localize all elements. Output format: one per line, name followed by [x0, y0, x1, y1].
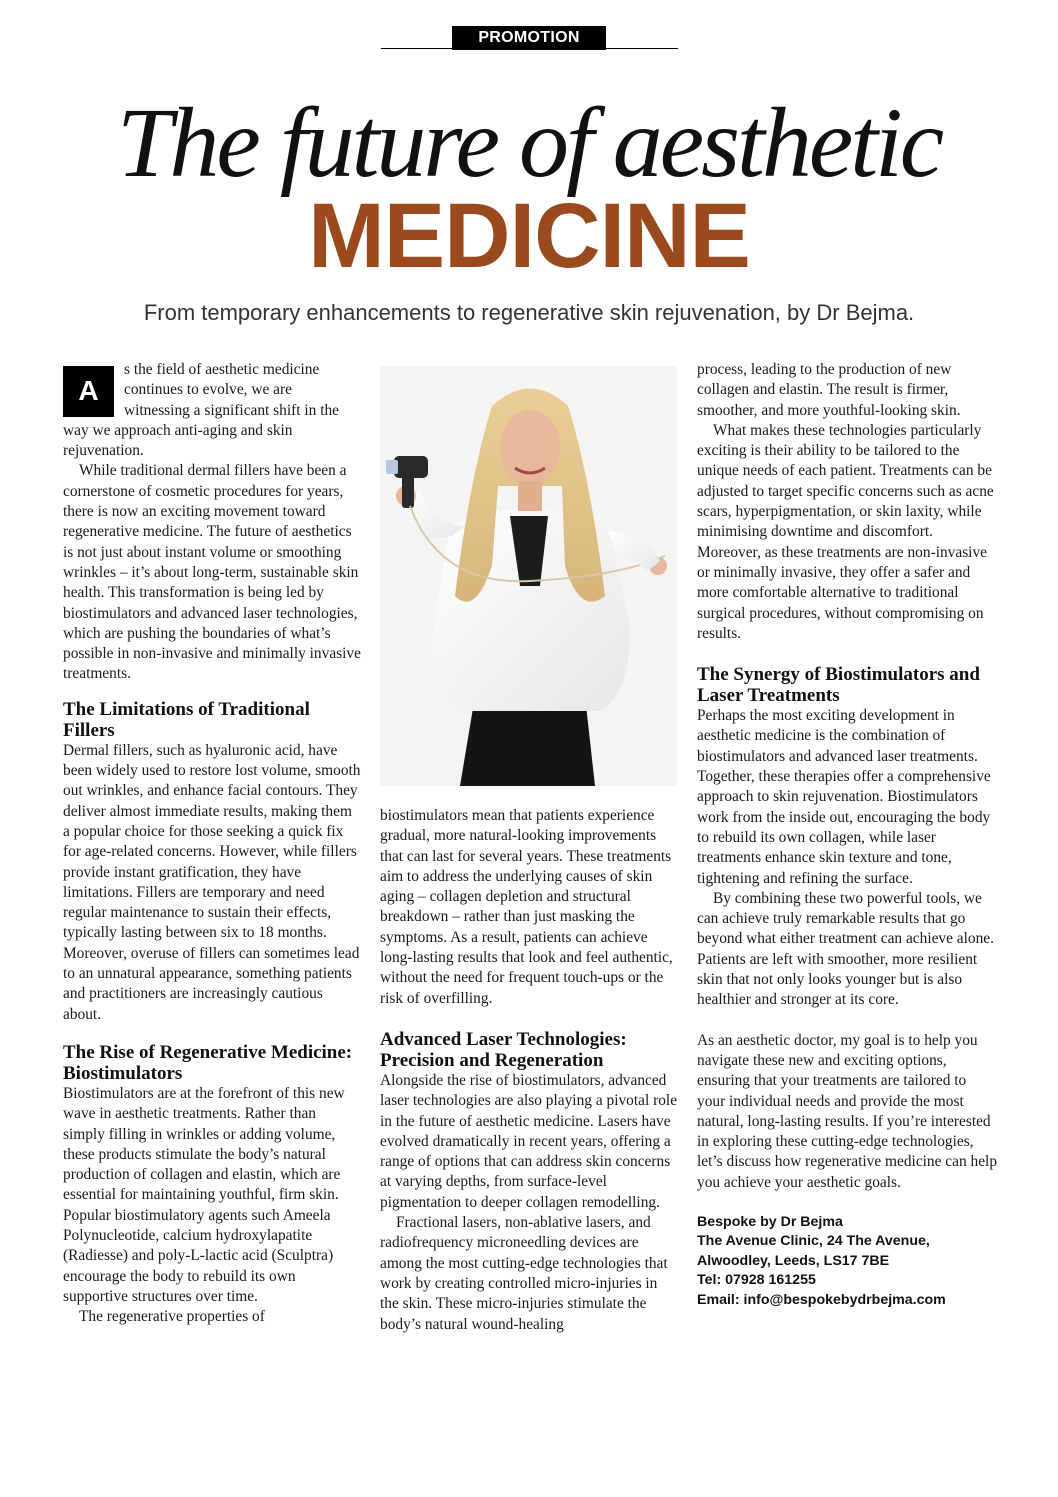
contact-email[interactable]: Email: info@bespokebydrbejma.com: [697, 1291, 946, 1308]
paragraph: Dermal fillers, such as hyaluronic acid, have been widely used to restore lost volume, smooth out wrinkles, and enhance facial contours. They deliver almost immediate results, making them a popular choice for those seeking a quick fix for age-related concerns. However, while fillers provide instant gratification, they have limitations. Fillers are temporary and need regular maintenance to sustain their effects, typically lasting between six to 18 months. Moreover, overuse of fillers can sometimes lead to an unnatural appearance, something patients and practitioners are increasingly cautious about.: [63, 741, 361, 1023]
contact-phone[interactable]: Tel: 07928 161255: [697, 1272, 816, 1289]
contact-name: Bespoke by Dr Bejma: [697, 1213, 843, 1230]
drop-cap: A: [63, 366, 114, 417]
paragraph: Alongside the rise of biostimulators, advanced laser technologies are also playing a pivotal role in the future of aesthetic medicine. Lasers have evolved dramatically in recent years, offering a range of options that can address skin concerns at varying depths, from surface-level pigmentation to deeper collagen remodelling.: [380, 1071, 678, 1211]
headline-bold: MEDICINE: [308, 185, 750, 287]
contact-block: [697, 1213, 997, 1311]
doctor-photo: [380, 366, 677, 786]
paragraph: Perhaps the most exciting development in aesthetic medicine is the combination of biostimulators and advanced laser treatments. Together, these therapies offer a comprehensive approach to skin rejuvenation. Biostimulators work from the inside out, encouraging the body to rebuild its own collagen, while laser treatments enhance skin texture and tone, tightening and refining the surface.: [697, 707, 991, 887]
promotion-tag: PROMOTION: [452, 26, 606, 50]
paragraph: By combining these two powerful tools, we can achieve truly remarkable results that go beyond what either treatment can achieve alone. Patients are left with smoother, more resilient skin that not only looks younger but is also healthier and stronger at its core.: [697, 889, 994, 1009]
subheading-limitations: The Limitations of Traditional Fillers: [63, 698, 310, 741]
header-rule-left: [381, 48, 453, 49]
paragraph: What makes these technologies particularly exciting is their ability to be tailored to the unique needs of each patient. Treatments can be adjusted to target specific concerns such as acne scars, hyperpigmentation, or skin laxity, while minimising downtime and discomfort. Moreover, as these treatments are non-invasive or minimally invasive, they offer a safer and more comfortable alternative to traditional surgical procedures, without compromising on results.: [697, 421, 994, 642]
paragraph: process, leading to the production of new collagen and elastin. The result is firmer, smoother, and more youthful-looking skin.: [697, 361, 961, 419]
intro-paragraph: [63, 360, 361, 461]
paragraph: Biostimulators are at the forefront of this new wave in aesthetic treatments. Rather than simply filling in wrinkles or adding volume, these products stimulate the body’s natural production of collagen and elastin, which are essential for maintaining youthful, firm skin. Popular biostimulatory agents such Ameela Polynucleotide, calcium hydroxylapatite (Radiesse) and poly-L-lactic acid (Sculptra) encourage the body to rebuild its own supportive structures over time.: [63, 1084, 345, 1305]
subheading-rise: The Rise of Regenerative Medicine: Biostimulators: [63, 1041, 353, 1084]
standfirst: From temporary enhancements to regenerative skin rejuvenation, by Dr Bejma.: [143, 300, 915, 325]
paragraph: The regenerative properties of: [79, 1308, 265, 1326]
column-3: [697, 360, 997, 1310]
intro-text: s the field of aesthetic medicine continues to evolve, we are witnessing a significant shift in the way we approach anti-aging and skin rejuvenation.: [63, 361, 340, 460]
subheading-synergy: The Synergy of Biostimulators and Laser Treatments: [697, 664, 980, 707]
contact-address-line-1: The Avenue Clinic, 24 The Avenue,: [697, 1233, 930, 1250]
headline-italic: The future of aesthetic: [116, 87, 942, 198]
paragraph: biostimulators mean that patients experience gradual, more natural-looking improvements that can last for several years. These treatments aim to address the underlying causes of skin aging – collagen depletion and structural breakdown – rather than just masking the symptoms. As a result, patients can achieve long-lasting results that look and feel authentic, without the need for frequent touch-ups or the risk of overfilling.: [380, 807, 673, 1007]
paragraph: As an aesthetic doctor, my goal is to help you navigate these new and exciting options, ensuring that your treatments are tailored to your individual needs and provide the most natural, long-lasting results. If you’re interested in exploring these cutting-edge technologies, let’s discuss how regenerative medicine can help you achieve your aesthetic goals.: [697, 1031, 998, 1191]
header-rule-right: [605, 48, 678, 49]
paragraph: While traditional dermal fillers have been a cornerstone of cosmetic procedures for years, there is now an exciting movement toward regenerative medicine. The future of aesthetics is not just about instant volume or smoothing wrinkles – it’s about long-term, sustainable skin health. This transformation is being led by biostimulators and advanced laser technologies, which are pushing the boundaries of what’s possible in non-invasive and minimally invasive treatments.: [63, 462, 361, 683]
contact-address-line-2: Alwoodley, Leeds, LS17 7BE: [697, 1252, 890, 1269]
paragraph: Fractional lasers, non-ablative lasers, and radiofrequency microneedling devices are among the most cutting-edge technologies that work by creating controlled micro-injuries in the skin. These micro-injuries stimulate the body’s natural wound-healing: [380, 1214, 668, 1333]
column-2: [380, 806, 678, 1335]
doctor-illustration: [380, 366, 677, 786]
subheading-laser: Advanced Laser Technologies: Precision and Regeneration: [380, 1028, 627, 1071]
column-1: [63, 360, 361, 1327]
